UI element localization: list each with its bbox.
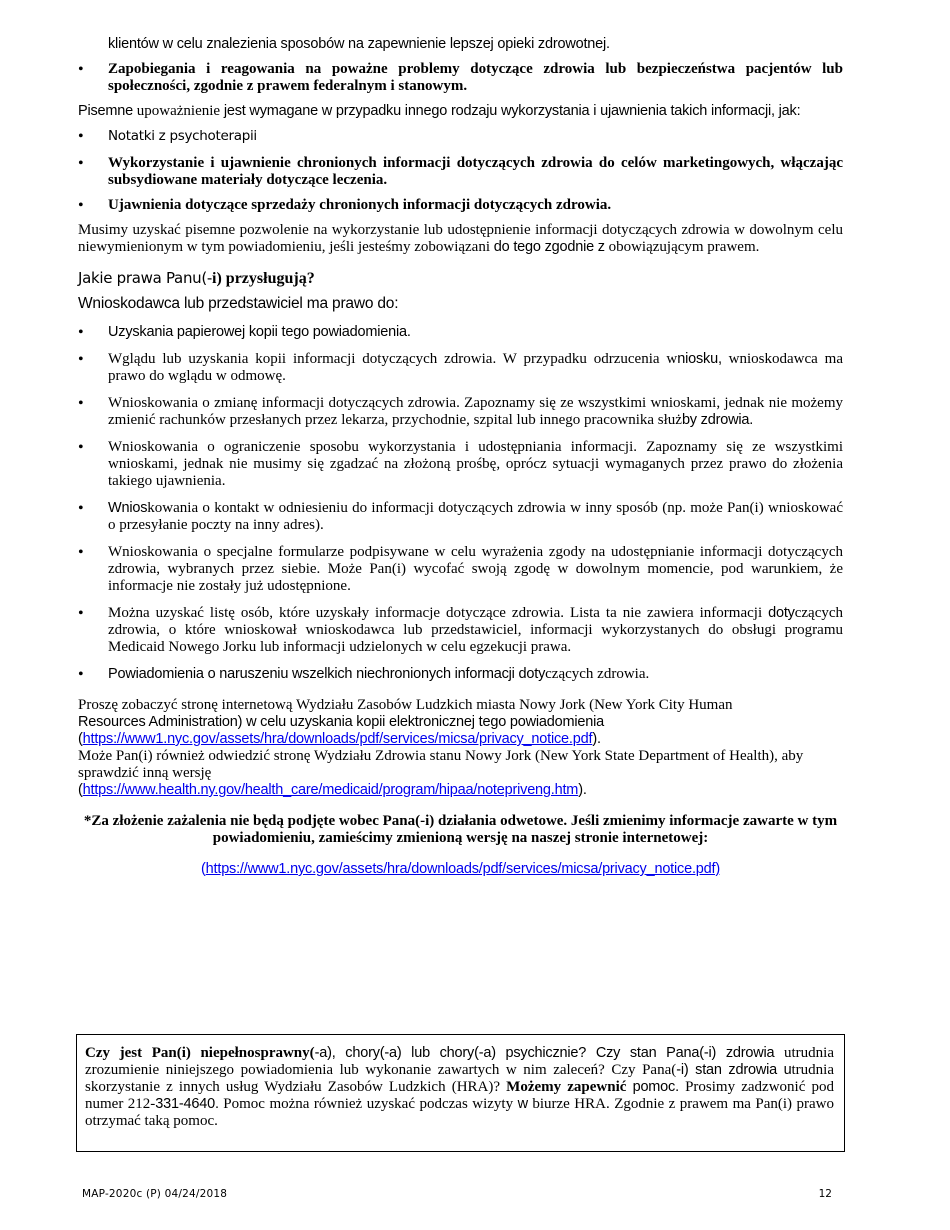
continuation-text: klientów w celu znalezienia sposobów na zapewnienie lepszej opieki zdrowotnej. [108,36,610,52]
hra-privacy-notice-link[interactable]: https://www1.nyc.gov/assets/hra/downloads/pdf/services/micsa/privacy_notice.pdf [82,731,593,747]
list-item: • Ujawnienia dotyczące sprzedaży chronionych informacji dotyczących zdrowia. [78,197,843,214]
page-number: 12 [818,1188,832,1200]
list-item: • Notatki z psychoterapii [78,128,843,145]
notice-link-line: (https://www1.nyc.gov/assets/hra/downloads/pdf/services/micsa/privacy_notice.pdf) [201,861,720,877]
retaliation-notice: *Za złożenie zażalenia nie będą podjęte wobec Pana(-i) działania odwetowe. Jeśli zmienimy informacje zawarte w tym powiadomieniu, zamieścimy zmienioną wersję na naszej stronie internetowej: [83,813,838,846]
list-item: • Powiadomienia o naruszeniu wszelkich niechronionych informacji dotyczących zdrowia. [78,666,843,683]
list-item: • Wglądu lub uzyskania kopii informacji dotyczących zdrowia. W przypadku odrzucenia wniosku, wnioskodawca ma prawo do wglądu w odmowę. [78,351,843,385]
notice-privacy-link[interactable]: https://www1.nyc.gov/assets/hra/downloads/pdf/services/micsa/privacy_notice.pdf) [205,861,720,877]
disability-assistance-box: Czy jest Pan(i) niepełnosprawny(-a), chory(-a) lub chory(-a) psychicznie? Czy stan Pana(-i) zdrowia utrudnia zrozumienie niniejszego powiadomienia lub wykonanie zawartych w nim zaleceń? Czy Pana(-i) stan zdrowia utrudnia skorzystanie z innych usług Wydziału Zasobów Ludzkich (HRA)? Możemy zapewnić pomoc. Prosimy zadzwonić pod numer 212-331-4640. Pomoc można również uzyskać podczas wizyty w biurze HRA. Zgodnie z prawem ma Pan(i) prawo otrzymać taką pomoc. [76,1034,845,1152]
list-item: • Uzyskania papierowej kopii tego powiadomienia. [78,324,843,341]
rights-list [78,324,843,683]
rights-intro: Wnioskodawca lub przedstawiciel ma prawo do: [78,295,399,312]
list-item: • Wnioskowania o zmianę informacji dotyczących zdrowia. Zapoznamy się ze wszystkimi wnioskami, jednak nie możemy zmienić rachunków przesłanych przez lekarza, przychodnie, szpital lub innego pracownika służby zdrowia. [78,395,843,429]
list-item: • Wnioskowania o ograniczenie sposobu wykorzystania i udostępniania informacji. Zapoznamy się ze wszystkimi wnioskami, jednak nie musimy się zgadzać na złożoną prośbę, oprócz sytuacji wymaganych przez prawo do złożenia takiego ujawnienia. [78,439,843,490]
list-item: • Wnioskowania o kontakt w odniesieniu do informacji dotyczących zdrowia w inny sposób (np. może Pan(i) wnioskować o przesyłanie poczty na inny adres). [78,500,843,534]
document-body [78,36,843,878]
list-item: • Można uzyskać listę osób, które uzyskały informacje dotyczące zdrowia. Lista ta nie zawiera informacji dotyczących zdrowia, o które wnioskował wnioskodawca lub przedstawiciel, informacji wykorzystanych do obsługi programu Medicaid Nowego Jorku lub informacji udzielonych w celu egzekucji prawa. [78,605,843,656]
nys-doh-privacy-link[interactable]: https://www.health.ny.gov/health_care/medicaid/program/hipaa/notepriveng.htm [82,782,579,798]
web-references: Proszę zobaczyć stronę internetową Wydziału Zasobów Ludzkich miasta Nowy Jork (New York City Human Resources Administration) w celu uzyskania kopii elektronicznej tego powiadomienia (https://www1.nyc.gov/assets/hra/downloads/pdf/services/micsa/privacy_notice.pdf). Może Pan(i) również odwiedzić stronę Wydziału Zdrowia stanu Nowy Jork (New York State Department of Health), aby sprawdzić inną wersję (https://www.health.ny.gov/health_care/medicaid/program/hipaa/notepriveng.htm). [78,697,804,798]
written-auth-intro: Pisemne upoważnienie jest wymagane w przypadku innego rodzaju wykorzystania i ujawnienia takich informacji, jak: [78,103,801,119]
consent-paragraph: Musimy uzyskać pisemne pozwolenie na wykorzystanie lub udostępnienie informacji dotyczących zdrowia w dowolnym celu niewymienionym w tym powiadomieniu, jeśli jesteśmy zobowiązani do tego zgodnie z obowiązującym prawem. [78,222,843,255]
list-item: • Wnioskowania o specjalne formularze podpisywane w celu wyrażenia zgody na udostępnianie informacji dotyczących zdrowia, wybranych przez siebie. Może Pan(i) wycofać swoją zgodę w dowolnym momencie, pod warunkiem, że informacje nie zostały już udostępnione. [78,544,843,595]
list-item: • Wykorzystanie i ujawnienie chronionych informacji dotyczących zdrowia do celów marketingowych, włączając subsydiowane materiały dotyczące leczenia. [78,155,843,189]
written-auth-list [78,128,843,214]
list-item: • Zapobiegania i reagowania na poważne problemy dotyczące zdrowia lub bezpieczeństwa pacjentów lub społeczności, zgodnie z prawem federalnym i stanowym. [78,61,843,95]
form-id: MAP-2020c (P) 04/24/2018 [82,1188,228,1200]
rights-heading: Jakie prawa Panu(-i) przysługują? [78,269,315,287]
